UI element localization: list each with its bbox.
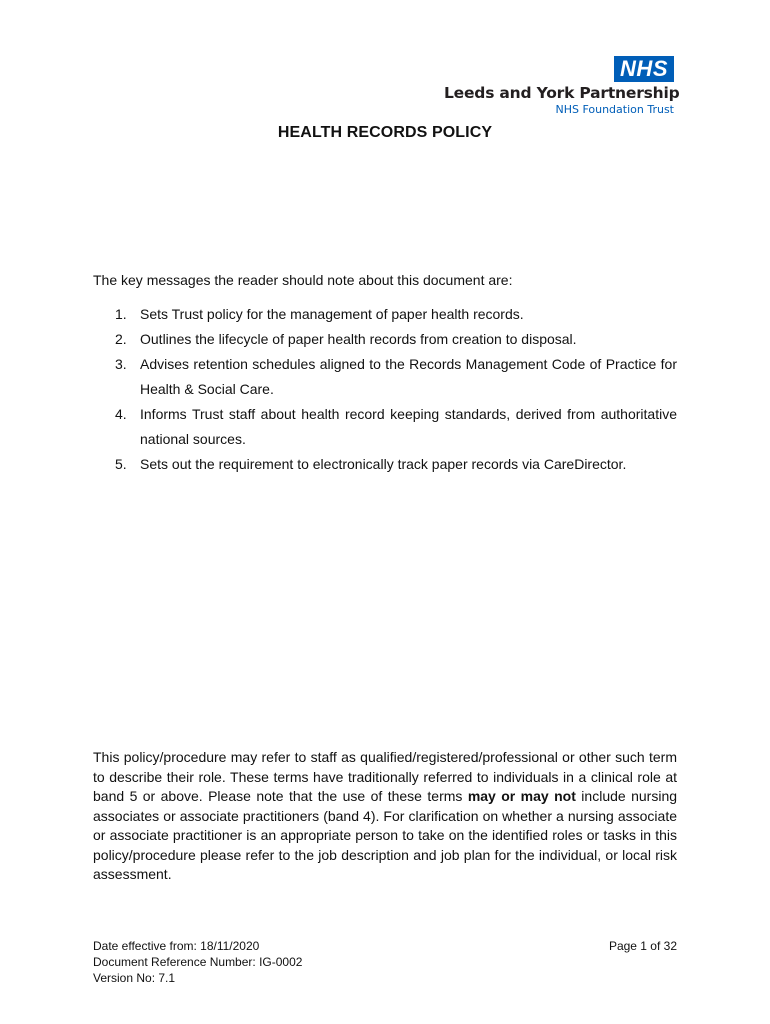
list-item	[93, 302, 677, 327]
list-item-text: Advises retention schedules aligned to the Records Management Code of Practice for Health & Social Care.	[140, 356, 677, 397]
page-number: Page 1 of 32	[608, 939, 677, 953]
note-text-end: include nursing associates or associate practitioners (band 4). For clarification on whether a nursing associate or associate practitioner is an appropriate person to take on the identified roles or tasks in this policy/procedure please refer to the job description and job plan for the individual, or local risk assessment.	[93, 788, 678, 882]
staff-terminology-note	[93, 748, 677, 885]
list-item	[93, 327, 677, 352]
nhs-trust-logo	[444, 56, 680, 116]
date-effective: Date effective from: 18/11/2020	[93, 939, 260, 953]
key-messages-list	[93, 302, 677, 477]
list-item	[93, 352, 677, 402]
list-number: 4.	[115, 406, 127, 422]
list-number: 1.	[115, 306, 127, 322]
list-item-text: Sets out the requirement to electronically track paper records via CareDirector.	[140, 456, 627, 472]
footer-details	[93, 938, 302, 986]
list-item	[93, 402, 677, 452]
trust-name: Leeds and York Partnership	[444, 84, 680, 102]
key-messages-intro: The key messages the reader should note about this document are:	[93, 272, 513, 288]
trust-subtitle: NHS Foundation Trust	[555, 103, 674, 116]
note-emphasis: may or may not	[467, 788, 576, 804]
list-number: 3.	[115, 356, 127, 372]
list-number: 5.	[115, 456, 127, 472]
version-number: Version No: 7.1	[93, 971, 176, 985]
page-title: HEALTH RECORDS POLICY	[277, 124, 493, 141]
list-item	[93, 452, 677, 477]
list-item-text: Informs Trust staff about health record keeping standards, derived from authoritative national sources.	[140, 406, 677, 447]
list-item-text: Sets Trust policy for the management of paper health records.	[140, 306, 524, 322]
list-item-text: Outlines the lifecycle of paper health records from creation to disposal.	[140, 331, 577, 347]
document-reference: Document Reference Number: IG-0002	[93, 955, 303, 969]
note-text-start: This policy/procedure may refer to staff as qualified/registered/professional or other such term to describe their role. These terms have traditionally referred to individuals in a clinical role at band 5 or above. Please note that the use of these terms	[93, 749, 677, 804]
list-number: 2.	[115, 331, 127, 347]
nhs-badge: NHS	[614, 56, 674, 82]
